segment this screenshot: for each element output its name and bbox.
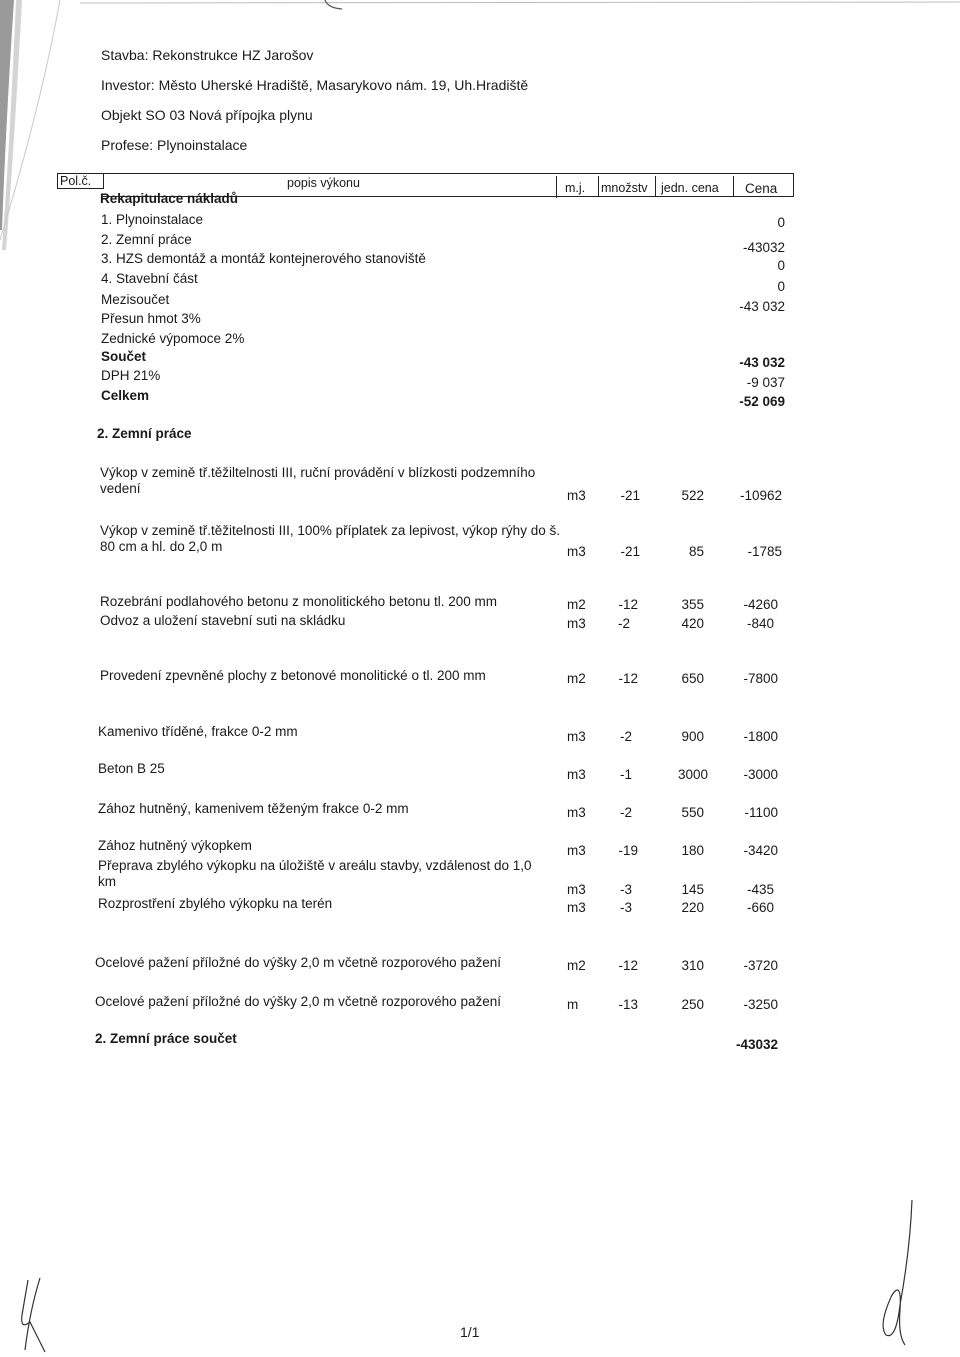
scan-edge-shadow <box>0 0 70 1357</box>
item-unit: 3000 <box>677 767 708 782</box>
item-price: -1785 <box>747 544 782 559</box>
header-investor: Investor: Město Uherské Hradiště, Masarykovo nám. 19, Uh.Hradiště <box>101 77 529 93</box>
item-qty: -3 <box>619 882 632 897</box>
item-mj: m2 <box>567 597 586 612</box>
item-qty: -3 <box>619 900 632 915</box>
item-price: -660 <box>746 900 774 915</box>
item-price: -435 <box>746 882 774 897</box>
item-qty: -21 <box>620 488 640 503</box>
item-desc: Přeprava zbylého výkopku na úložiště v areálu stavby, vzdálenost do 1,0 km <box>98 858 532 889</box>
section-title: 2. Zemní práce <box>97 426 192 441</box>
recap-row-label: 1. Plynoinstalace <box>101 212 204 227</box>
recap-row-value: -9 037 <box>746 375 785 390</box>
recap-row-value: -43 032 <box>739 299 785 314</box>
item-qty: -13 <box>618 997 638 1012</box>
item-unit: 250 <box>681 997 704 1012</box>
item-desc: Rozprostření zbylého výkopku na terén <box>98 896 333 911</box>
recap-row-value: -52 069 <box>739 394 785 409</box>
item-unit: 550 <box>681 805 704 820</box>
item-unit: 522 <box>681 488 704 503</box>
recap-title: Rekapitulace nákladů <box>100 191 239 206</box>
item-desc: Beton B 25 <box>98 761 165 776</box>
item-price: -7800 <box>743 671 778 686</box>
col-mj: m.j. <box>565 181 586 195</box>
item-qty: -2 <box>619 729 632 744</box>
top-scan-marks <box>80 0 960 12</box>
item-price: -3720 <box>743 958 778 973</box>
recap-row-value: 0 <box>777 258 785 273</box>
col-cena: Cena <box>745 181 778 196</box>
item-desc: Odvoz a uložení stavební suti na skládku <box>100 613 346 628</box>
recap-row-value: 0 <box>777 215 785 230</box>
item-unit: 85 <box>688 544 704 559</box>
item-mj: m3 <box>567 900 586 915</box>
item-desc: Zához hutněný, kamenivem těženým frakce 0-2 mm <box>98 801 409 816</box>
item-desc: Výkop v zemině tř.těžiltelnosti III, ruční provádění v blízkosti podzemního vedení <box>100 465 536 496</box>
col-jedn-cena: jedn. cena <box>661 181 719 195</box>
item-unit: 310 <box>681 958 704 973</box>
item-unit: 220 <box>681 900 704 915</box>
item-unit: 420 <box>681 616 704 631</box>
recap-row-label: Celkem <box>101 388 150 403</box>
col-pol: Pol.č. <box>60 174 92 188</box>
col-popis: popis výkonu <box>287 176 360 190</box>
recap-row-label: 3. HZS demontáž a montáž kontejnerového stanoviště <box>101 251 426 266</box>
recap-row-value: -43 032 <box>739 355 785 370</box>
item-unit: 650 <box>681 671 704 686</box>
item-price: -3420 <box>743 843 778 858</box>
section-total-label: 2. Zemní práce součet <box>95 1031 237 1046</box>
item-mj: m <box>567 997 579 1012</box>
item-mj: m3 <box>567 544 586 559</box>
item-price: -840 <box>746 616 774 631</box>
signature-right <box>870 1200 940 1350</box>
recap-row-value: -43032 <box>742 240 785 255</box>
item-desc: Ocelové pažení příložné do výšky 2,0 m včetně rozporového pažení <box>95 994 501 1009</box>
item-qty: -21 <box>620 544 640 559</box>
item-mj: m3 <box>567 767 586 782</box>
item-unit: 900 <box>681 729 704 744</box>
item-desc: Kamenivo tříděné, frakce 0-2 mm <box>98 724 298 739</box>
item-unit: 180 <box>681 843 704 858</box>
item-mj: m3 <box>567 729 586 744</box>
item-price: -1100 <box>744 805 778 820</box>
header-stavba: Stavba: Rekonstrukce HZ Jarošov <box>101 47 314 63</box>
item-qty: -2 <box>619 805 632 820</box>
recap-row-label: Zednické výpomoce 2% <box>101 331 245 346</box>
item-price: -10962 <box>739 488 782 503</box>
signature-left <box>0 1270 60 1357</box>
item-desc: Zához hutněný výkopkem <box>98 838 252 853</box>
item-qty: -12 <box>618 671 638 686</box>
col-mnozstvi: množstv <box>601 181 648 195</box>
recap-row-label: Mezisoučet <box>101 292 170 307</box>
item-desc: Provedení zpevněné plochy z betonové monolitické o tl. 200 mm <box>100 668 486 683</box>
item-desc: Rozebrání podlahového betonu z monolitického betonu tl. 200 mm <box>100 594 498 609</box>
recap-row-label: 2. Zemní práce <box>101 232 192 247</box>
recap-row-label: 4. Stavební část <box>101 271 198 286</box>
item-mj: m3 <box>567 805 586 820</box>
recap-row-value: 0 <box>777 279 785 294</box>
item-price: -1800 <box>743 729 778 744</box>
header-objekt: Objekt SO 03 Nová přípojka plynu <box>101 107 313 123</box>
item-mj: m3 <box>567 488 586 503</box>
item-price: -3000 <box>743 767 778 782</box>
item-unit: 145 <box>681 882 704 897</box>
item-mj: m2 <box>567 671 586 686</box>
item-qty: -19 <box>618 843 638 858</box>
item-qty: -12 <box>618 597 638 612</box>
item-mj: m3 <box>567 882 586 897</box>
item-qty: -2 <box>617 616 630 631</box>
item-mj: m3 <box>567 843 586 858</box>
item-unit: 355 <box>681 597 704 612</box>
recap-row-label: Přesun hmot 3% <box>101 311 201 326</box>
item-qty: -12 <box>618 958 638 973</box>
item-qty: -1 <box>619 767 632 782</box>
item-price: -3250 <box>743 997 778 1012</box>
item-desc: Výkop v zemině tř.těžitelnosti III, 100% příplatek za lepivost, výkop rýhy do š. 80 cm a hl. do 2,0 m <box>100 523 560 554</box>
item-desc: Ocelové pažení příložné do výšky 2,0 m včetně rozporového pažení <box>95 955 501 970</box>
header-profese: Profese: Plynoinstalace <box>101 137 248 153</box>
page-number: 1/1 <box>460 1324 480 1340</box>
item-mj: m2 <box>567 958 586 973</box>
section-total-value: -43032 <box>735 1037 778 1052</box>
recap-row-label: Součet <box>101 349 147 364</box>
item-price: -4260 <box>743 597 778 612</box>
recap-row-label: DPH 21% <box>101 368 161 383</box>
item-mj: m3 <box>567 616 586 631</box>
